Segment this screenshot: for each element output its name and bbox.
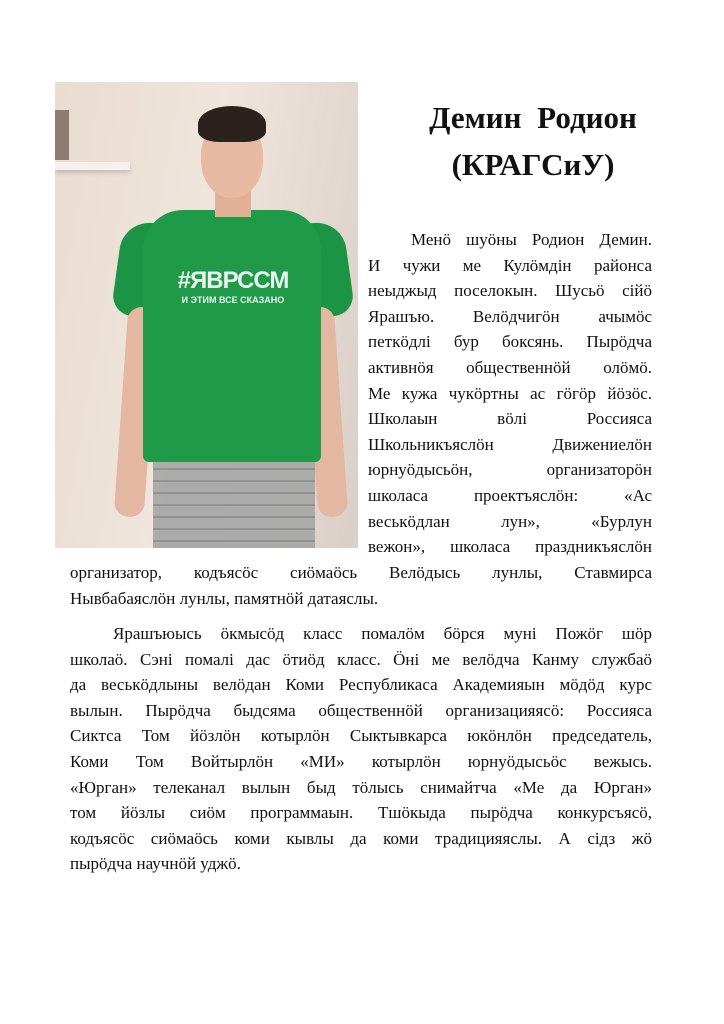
green-tshirt bbox=[143, 210, 321, 462]
paragraph-1-continuation bbox=[70, 560, 652, 611]
text-line: кодъясӧс сиӧмаӧсь коми кывлы да коми традицияяслы. А сідз жӧ bbox=[70, 828, 652, 848]
text-line: школаӧ. Сэні помалі дас ӧтиӧд класс. Ӧні ме велӧдча Канму службаӧ bbox=[70, 649, 652, 669]
hair bbox=[198, 106, 266, 142]
text-line: И чужи ме Кулӧмдін районса bbox=[368, 255, 652, 275]
text-line: петкӧдлі бур боксянь. Пырӧдча bbox=[368, 332, 652, 352]
shirt-print-slogan: И ЭТИМ ВСЕ СКАЗАНО bbox=[181, 295, 285, 305]
text-line: да веськӧдлыны велӧдан Коми Республикаса Академияын мӧдӧд курс bbox=[70, 675, 652, 695]
text-line: «Юрган» телеканал вылын быд тӧлысь снимайтча «Ме да Юрган» bbox=[70, 777, 652, 797]
page-title bbox=[400, 94, 666, 188]
text-line: школаса проектъяслӧн: «Ас bbox=[368, 485, 652, 505]
title-name: Демин Родион bbox=[429, 100, 637, 135]
title-affiliation: (КРАГСиУ) bbox=[451, 147, 615, 182]
text-line: Нывбабаяслӧн лунлы, памятнӧй датаяслы. bbox=[70, 588, 379, 608]
text-line: Школьникъяслӧн Движениелӧн bbox=[368, 434, 652, 454]
text-line: Коми Том Войтырлӧн «МИ» котырлӧн юрнуӧдысьӧс вежысь. bbox=[70, 751, 652, 771]
paragraph-1-column bbox=[368, 227, 652, 560]
text-line: юрнуӧдысьӧн, организаторӧн bbox=[368, 460, 652, 480]
portrait-photo bbox=[55, 82, 358, 548]
shirt-print-hashtag: #ЯВРССМ bbox=[177, 267, 289, 294]
text-line: Ярашъю. Велӧдчигӧн ачымӧс bbox=[368, 306, 652, 326]
text-line: Школаын вӧлі Россияса bbox=[368, 409, 652, 429]
text-line: том йӧзлы сиӧм программаын. Тшӧкыда пырӧдча конкурсъясӧ, bbox=[70, 803, 652, 823]
text-line: Ярашъюысь ӧкмысӧд класс помалӧм бӧрся муні Пожӧг шӧр bbox=[113, 624, 652, 643]
paragraph-2 bbox=[70, 621, 652, 877]
plaid-pants bbox=[153, 454, 315, 548]
text-line: пырӧдча научнӧй уджӧ. bbox=[70, 854, 241, 874]
text-line: Сиктса Том йӧзлӧн котырлӧн Сыктывкарса юкӧнлӧн председатель, bbox=[70, 726, 652, 746]
text-line: Менӧ шуӧны Родион Демин. bbox=[411, 230, 652, 249]
text-line: веськӧдлан лун», «Бурлун bbox=[368, 511, 652, 531]
text-line: вежон», школаса праздникъяслӧн bbox=[368, 537, 652, 557]
text-line: неыджыд поселокын. Шусьӧ сійӧ bbox=[368, 281, 652, 301]
wall-shelf bbox=[55, 162, 130, 170]
text-line: организатор, кодъясӧс сиӧмаӧсь Велӧдысь лунлы, Ставмирса bbox=[70, 563, 652, 582]
text-line: вылын. Пырӧдча быдсяма общественнӧй организацияясӧ: Россияса bbox=[70, 700, 652, 720]
text-line: активнӧя общественнӧй олӧмӧ. bbox=[368, 357, 652, 377]
wall-frame bbox=[55, 110, 69, 160]
shirt-print bbox=[173, 267, 293, 305]
text-line: Ме кужа чукӧртны ас гӧгӧр йӧзӧс. bbox=[368, 383, 652, 403]
